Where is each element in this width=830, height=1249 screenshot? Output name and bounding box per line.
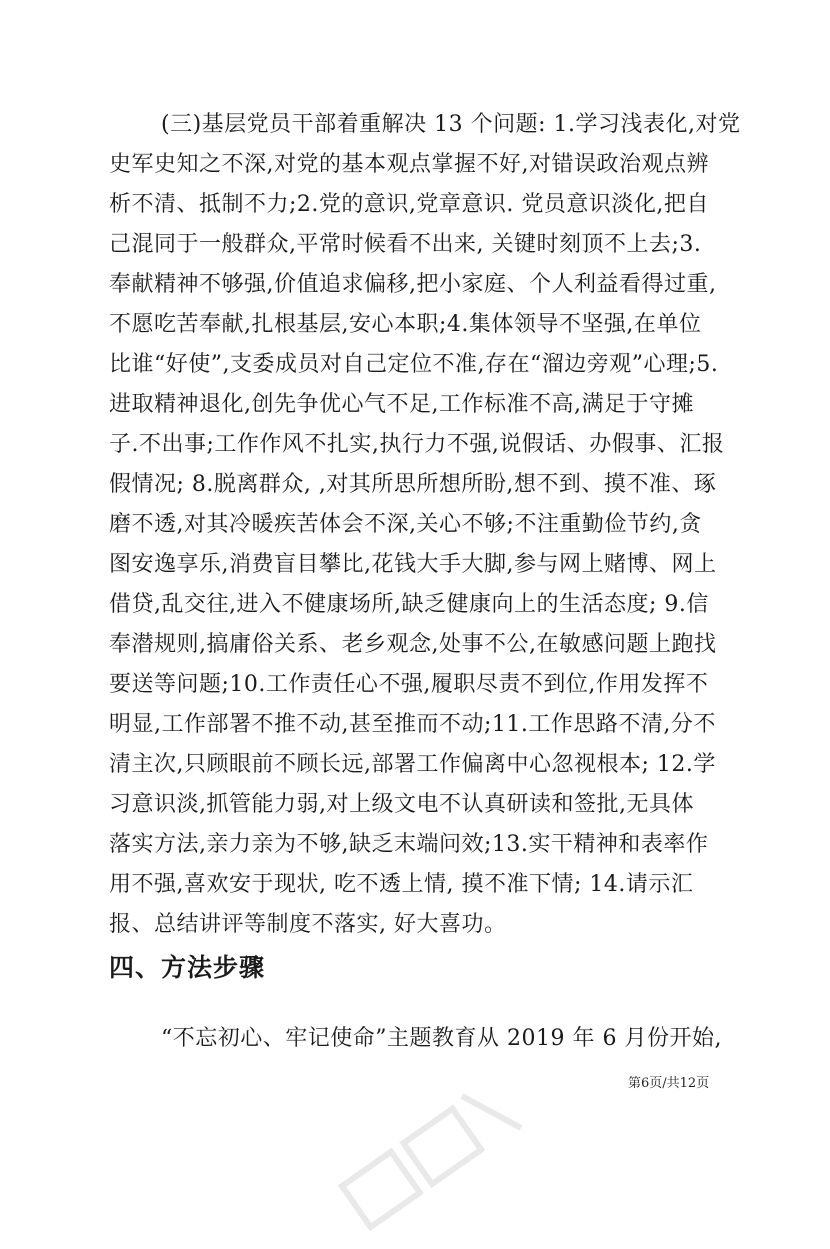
paragraph-line: 进取精神退化,创先争优心气不足,工作标准不高,满足于守摊 — [109, 392, 694, 417]
paragraph-line: 明显,工作部署不推不动,甚至推而不动;11.工作思路不清,分不 — [109, 712, 716, 737]
paragraph-line: “不忘初心、牢记使命”主题教育从 2019 年 6 月份开始, — [161, 1026, 722, 1051]
paragraph-line: 落实方法,亲力亲为不够,缺乏末端问效;13.实干精神和表率作 — [109, 832, 709, 857]
paragraph-line: 己混同于一般群众,平常时候看不出来, 关键时刻顶不上去;3. — [109, 232, 702, 257]
paragraph-line: 子.不出事;工作作风不扎实,执行力不强,说假话、办假事、汇报 — [109, 432, 725, 457]
paragraph-line: 借贷,乱交往,进入不健康场所,缺乏健康向上的生活态度; 9.信 — [109, 592, 709, 617]
paragraph-line: 报、总结讲评等制度不落实, 好大喜功。 — [109, 912, 507, 937]
paragraph-line: 史军史知之不深,对党的基本观点掌握不好,对错误政治观点辨 — [109, 152, 709, 177]
paragraph-line: 磨不透,对其冷暖疾苦体会不深,关心不够;不注重勤俭节约,贪 — [109, 512, 702, 537]
paragraph-line: 要送等问题;10.工作责任心不强,履职尽责不到位,作用发挥不 — [109, 672, 709, 697]
paragraph-line: 不愿吃苦奉献,扎根基层,安心本职;4.集体领导不坚强,在单位 — [109, 312, 702, 337]
paragraph-line: 用不强,喜欢安于现状, 吃不透上情, 摸不准下情; 14.请示汇 — [109, 872, 694, 897]
paragraph-line: 析不清、抵制不力;2.党的意识,党章意识. 党员意识淡化,把自 — [109, 192, 709, 217]
paragraph-line: 图安逸享乐,消费盲目攀比,花钱大手大脚,参与网上赌博、网上 — [109, 552, 717, 577]
paragraph-line: 比谁“好使”,支委成员对自己定位不准,存在“溜边旁观”心理;5. — [109, 352, 719, 377]
section-heading: 四、方法步骤 — [109, 953, 266, 982]
paragraph-line: 清主次,只顾眼前不顾长远,部署工作偏离中心忽视根本; 12.学 — [109, 752, 716, 777]
paragraph-line: 假情况; 8.脱离群众, ,对其所思所想所盼,想不到、摸不准、琢 — [109, 472, 717, 497]
paragraph-line: 奉献精神不够强,价值追求偏移,把小家庭、个人利益看得过重, — [109, 272, 717, 297]
paragraph-line: 奉潜规则,搞庸俗关系、老乡观念,处事不公,在敏感问题上跑找 — [109, 632, 717, 657]
paragraph-line: 习意识淡,抓管能力弱,对上级文电不认真研读和签批,无具体 — [109, 792, 694, 817]
page-number: 第6页/共12页 — [628, 1076, 710, 1091]
paragraph-line: (三)基层党员干部着重解决 13 个问题: 1.学习浅表化,对党 — [161, 112, 741, 137]
watermark-icon — [322, 1061, 537, 1249]
